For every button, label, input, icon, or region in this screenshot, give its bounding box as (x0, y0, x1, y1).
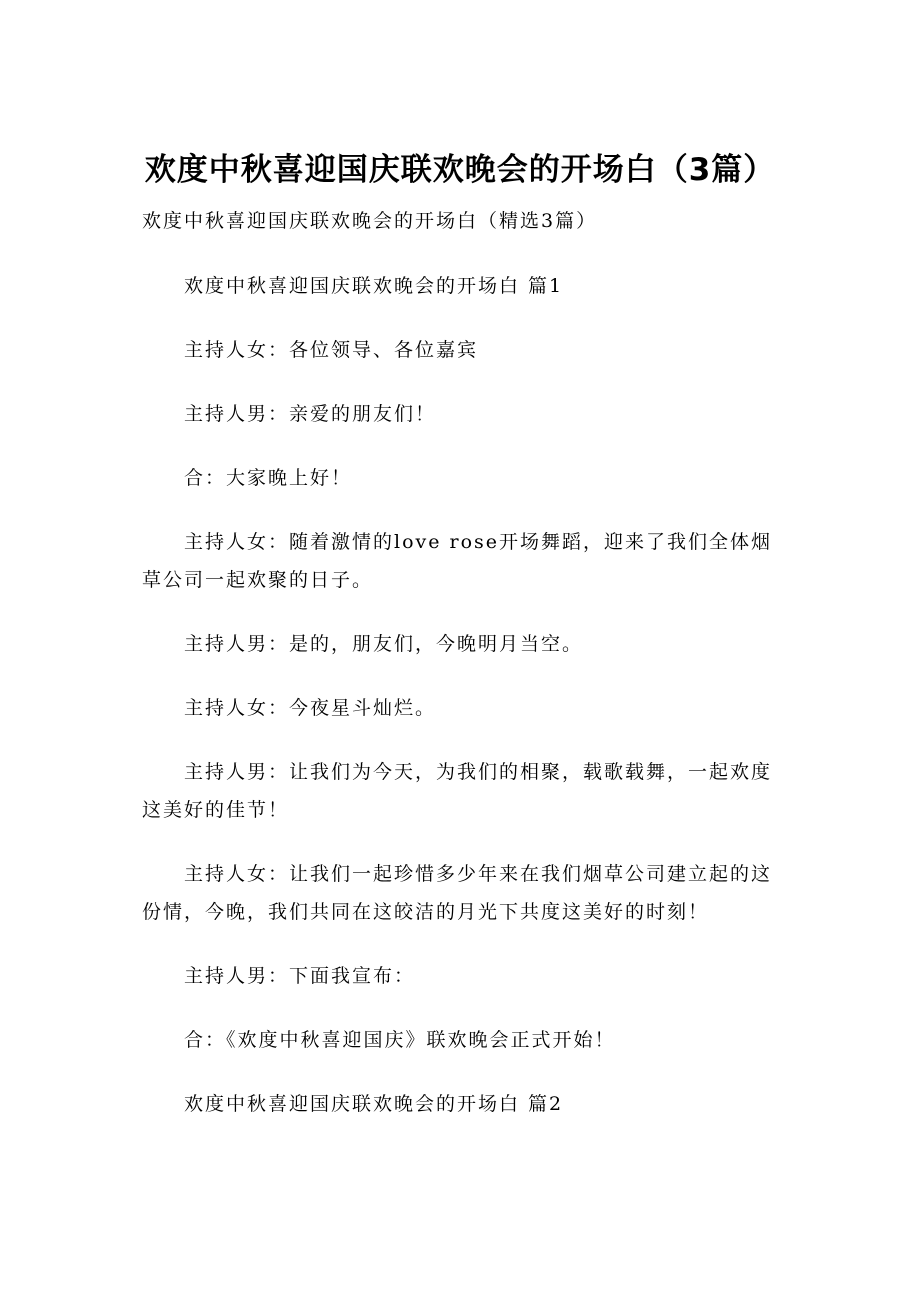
paragraph: 主持人男：是的，朋友们，今晚明月当空。 (184, 633, 584, 655)
section-heading-2: 欢度中秋喜迎国庆联欢晚会的开场白 篇2 (184, 1093, 564, 1115)
paragraph: 合：《欢度中秋喜迎国庆》联欢晚会正式开始！ (184, 1029, 616, 1051)
paragraph: 主持人男：下面我宣布： (184, 965, 416, 987)
paragraph: 合：大家晚上好！ (184, 467, 353, 489)
paragraph: 主持人女：各位领导、各位嘉宾 (184, 339, 479, 361)
section-heading-1: 欢度中秋喜迎国庆联欢晚会的开场白 篇1 (184, 275, 564, 297)
document-body (142, 267, 782, 1149)
paragraph: 主持人女：随着激情的love rose开场舞蹈，迎来了我们全体烟草公司一起欢聚的日子。 (142, 531, 773, 591)
paragraph: 主持人女：今夜星斗灿烂。 (184, 697, 437, 719)
paragraph: 主持人女：让我们一起珍惜多少年来在我们烟草公司建立起的这份情，今晚，我们共同在这皎洁的月光下共度这美好的时刻！ (142, 863, 773, 923)
paragraph: 主持人男：让我们为今天，为我们的相聚，载歌载舞，一起欢度这美好的佳节！ (142, 761, 773, 821)
document-subtitle: 欢度中秋喜迎国庆联欢晚会的开场白（精选3篇） (142, 210, 598, 232)
paragraph: 主持人男：亲爱的朋友们！ (184, 403, 437, 425)
document-title: 欢度中秋喜迎国庆联欢晚会的开场白（3篇） (144, 152, 776, 188)
